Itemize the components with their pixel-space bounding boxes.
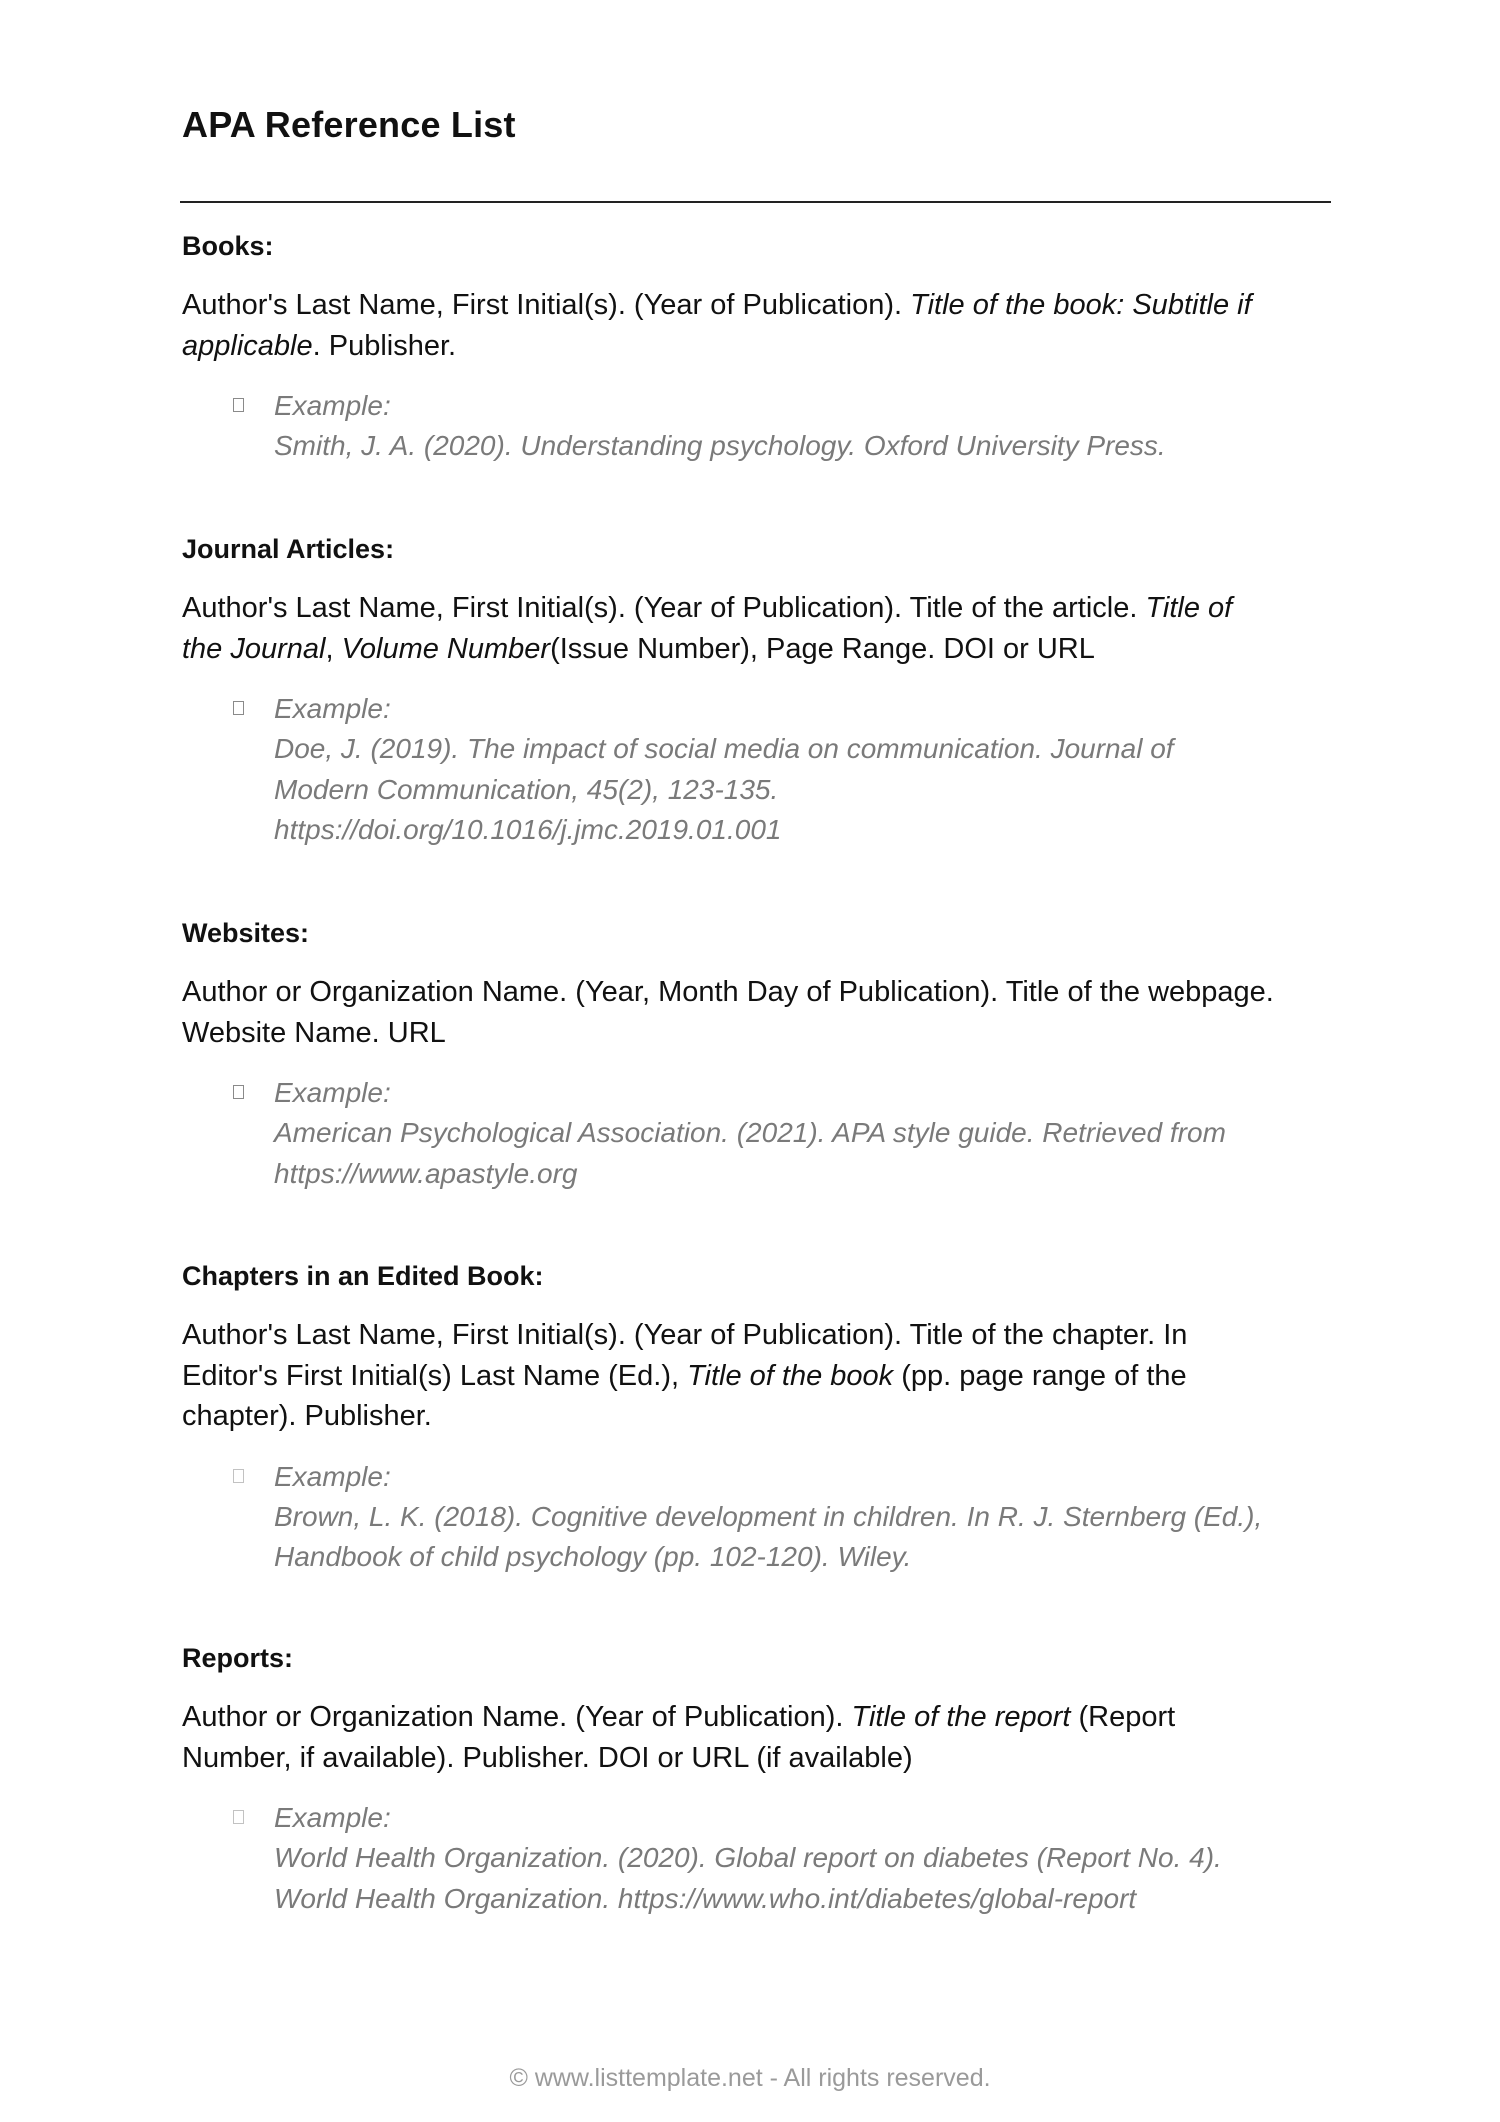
example-block	[274, 386, 1334, 467]
format-text: Website Name. URL	[182, 1016, 446, 1049]
format-italic-text: applicable	[182, 329, 313, 362]
format-italic-text: Title of the book	[687, 1359, 894, 1392]
format-italic-text: the Journal	[182, 632, 326, 665]
section-heading: Books:	[182, 231, 274, 261]
section-reports	[182, 1638, 1332, 1919]
example-line: World Health Organization. https://www.who.int/diabetes/global-report	[274, 1882, 1137, 1914]
format-text: . Publisher.	[312, 329, 457, 362]
section-journal-articles	[182, 529, 1332, 850]
format-description	[182, 285, 1332, 366]
format-text: Number, if available). Publisher. DOI or URL (if available)	[182, 1741, 913, 1774]
format-italic-text: Volume Number	[341, 632, 551, 665]
title-divider	[180, 201, 1331, 203]
format-text: ,	[325, 632, 342, 665]
example-line: Smith, J. A. (2020). Understanding psychology. Oxford University Press.	[274, 430, 1166, 462]
example-block	[274, 1073, 1334, 1194]
section-heading: Chapters in an Edited Book:	[182, 1261, 544, 1291]
example-line: Modern Communication, 45(2), 123-135.	[274, 773, 779, 805]
format-text: chapter). Publisher.	[182, 1400, 432, 1432]
checkbox-bullet-icon	[233, 1085, 244, 1099]
checkbox-bullet-icon	[233, 1469, 244, 1483]
example-label: Example:	[274, 1077, 391, 1108]
example-label: Example:	[274, 1802, 391, 1833]
format-text: Editor's First Initial(s) Last Name (Ed.),	[182, 1359, 688, 1392]
example-block	[274, 1798, 1334, 1919]
section-chapters-edited-book	[182, 1256, 1332, 1577]
checkbox-bullet-icon	[233, 701, 244, 715]
example-line: Doe, J. (2019). The impact of social media on communication. Journal of	[274, 733, 1174, 765]
format-text: (Issue Number), Page Range. DOI or URL	[550, 632, 1095, 665]
format-text: Author's Last Name, First Initial(s). (Year of Publication). Title of the chapter. In	[182, 1319, 1188, 1351]
example-line: https://www.apastyle.org	[274, 1157, 578, 1189]
example-line: Brown, L. K. (2018). Cognitive development in children. In R. J. Sternberg (Ed.),	[274, 1500, 1263, 1532]
example-line: World Health Organization. (2020). Global report on diabetes (Report No. 4).	[274, 1842, 1222, 1874]
format-text: (Report	[1070, 1701, 1176, 1733]
section-heading: Reports:	[182, 1643, 294, 1673]
copyright-footer: © www.listtemplate.net - All rights reserved.	[509, 2064, 991, 2092]
example-line: Handbook of child psychology (pp. 102-120). Wiley.	[274, 1541, 912, 1573]
format-description	[182, 1315, 1332, 1437]
format-text: Author or Organization Name. (Year of Publication).	[182, 1701, 852, 1733]
format-description	[182, 1697, 1332, 1778]
section-books	[182, 226, 1332, 467]
format-text: Author's Last Name, First Initial(s). (Year of Publication).	[182, 289, 911, 321]
format-italic-text: Title of	[1145, 592, 1233, 624]
section-websites	[182, 913, 1332, 1194]
example-line: https://doi.org/10.1016/j.jmc.2019.01.001	[274, 813, 782, 845]
section-heading: Journal Articles:	[182, 534, 395, 564]
section-heading: Websites:	[182, 918, 310, 948]
example-label: Example:	[274, 390, 391, 421]
format-description	[182, 588, 1332, 669]
example-block	[274, 1457, 1334, 1578]
format-italic-text: Title of the report	[851, 1701, 1071, 1733]
example-label: Example:	[274, 1460, 391, 1492]
format-text: Author or Organization Name. (Year, Month Day of Publication). Title of the webpage.	[182, 976, 1274, 1008]
format-italic-text: Title of the book: Subtitle if	[910, 289, 1252, 321]
example-block	[274, 689, 1334, 850]
format-text: (pp. page range of the	[893, 1359, 1187, 1392]
example-label: Example:	[274, 693, 391, 724]
example-line: American Psychological Association. (2021). APA style guide. Retrieved from	[274, 1117, 1226, 1149]
format-text: Author's Last Name, First Initial(s). (Year of Publication). Title of the article.	[182, 592, 1146, 624]
checkbox-bullet-icon	[233, 398, 244, 412]
document-title: APA Reference List	[182, 104, 516, 145]
format-description	[182, 972, 1332, 1053]
checkbox-bullet-icon	[233, 1810, 244, 1824]
